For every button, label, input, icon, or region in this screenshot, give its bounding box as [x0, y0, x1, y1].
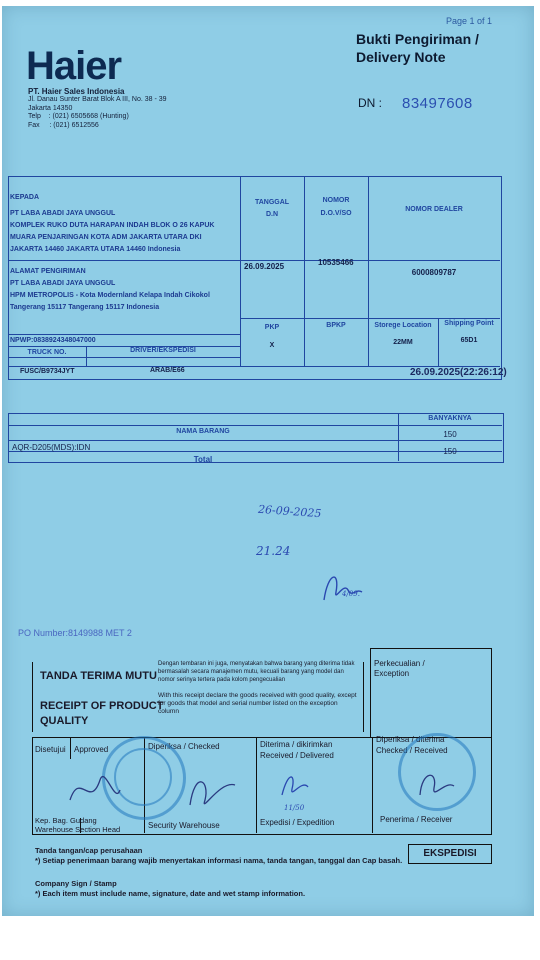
pkp-value: X: [269, 342, 275, 349]
document-title-id: Bukti Pengiriman /: [356, 31, 479, 47]
kepada-line-2: KOMPLEK RUKO DUTA HARAPAN INDAH BLOK O 26 KAPUK: [10, 222, 215, 229]
exception-label-en: Exception: [374, 669, 410, 678]
nama-barang-header: NAMA BARANG: [176, 428, 230, 435]
received-label-en: Checked / Received: [376, 746, 448, 755]
exception-label-id: Perkecualian /: [374, 659, 425, 668]
haier-logo: Haier: [26, 44, 122, 88]
truck-value: FUSC/B9734JYT: [20, 368, 75, 375]
expedition-signature: [276, 765, 316, 805]
tanggal-value: 26.09.2025: [244, 262, 285, 271]
checked-label: Diperiksa / Checked: [148, 742, 220, 751]
kepada-line-3: MUARA PENJARINGAN KOTA ADM JAKARTA UTARA DKI: [10, 234, 202, 241]
tanggal-sub: D.N: [265, 211, 279, 218]
dealer-value: 6000809787: [411, 268, 457, 277]
total-label: Total: [193, 455, 213, 464]
ekspedisi-box: EKSPEDISI: [408, 844, 492, 864]
receipt-title-en-2: QUALITY: [40, 715, 89, 727]
pkp-header: PKP: [264, 324, 280, 331]
note-1-text: *) Setiap penerimaan barang wajib menyertakan informasi nama, tanda tangan, tanggal dan Cap basah.: [35, 856, 403, 865]
receipt-title-en-1: RECEIPT OF PRODUCT: [40, 700, 164, 712]
alamat-line-2: HPM METROPOLIS - Kota Modernland Kelapa Indah Cikokol: [10, 292, 210, 299]
po-number: PO Number:8149988 MET 2: [18, 628, 132, 638]
alamat-label: ALAMAT PENGIRIMAN: [10, 268, 86, 275]
warehouse-head-en: Warehouse Section Head: [35, 825, 121, 834]
expedition-scribble-note: 11/50: [284, 804, 305, 812]
kepada-line-1: PT LABA ABADI JAYA UNGGUL: [10, 210, 116, 217]
nomor-value: 10535466: [318, 258, 354, 267]
note-2-text: *) Each item must include name, signature, date and wet stamp information.: [35, 889, 306, 898]
divider: [8, 260, 500, 261]
signatures-scribble: [60, 760, 260, 820]
handwritten-date: 26-09-2025: [257, 502, 322, 521]
document-title: [356, 30, 479, 66]
divider: [8, 440, 502, 441]
nomor-sub: D.O.V/SO: [320, 210, 352, 217]
received-label-id: Diperiksa / diterima: [376, 735, 445, 744]
receipt-title-id: TANDA TERIMA MUTU: [40, 670, 157, 682]
divider: [240, 318, 500, 319]
kepada-line-4: JAKARTA 14460 JAKARTA UTARA 14460 Indonesia: [10, 246, 181, 253]
shipping-value: 65D1: [460, 337, 478, 344]
divider: [8, 334, 240, 335]
divider: [304, 176, 305, 366]
receiver-label: Penerima / Receiver: [380, 815, 453, 824]
print-timestamp: 26.09.2025(22:26:12): [410, 367, 507, 378]
handwritten-signature: [318, 562, 368, 612]
driver-header: DRIVER/EKSPEDISI: [130, 347, 196, 354]
alamat-line-1: PT LABA ABADI JAYA UNGGUL: [10, 280, 116, 287]
total-value: 150: [443, 447, 457, 456]
npwp: NPWP:0838924348047000: [10, 337, 96, 344]
storage-header: Storege Location: [374, 322, 432, 329]
bpkp-header: BPKP: [326, 322, 346, 329]
delivered-label-en: Received / Delivered: [260, 751, 334, 760]
security-warehouse-label: Security Warehouse: [148, 821, 220, 830]
storage-value: 22MM: [393, 339, 413, 346]
approved-label-en: Approved: [74, 745, 109, 754]
page-indicator: Page 1 of 1: [446, 16, 493, 26]
alamat-line-3: Tangerang 15117 Tangerang 15117 Indonesia: [10, 304, 160, 311]
divider: [8, 425, 502, 426]
item-name: AQR-D205(MDS):IDN: [12, 443, 91, 452]
note-2-title: Company Sign / Stamp: [35, 879, 117, 888]
banyaknya-header: BANYAKNYA: [428, 415, 472, 422]
divider: [8, 357, 240, 358]
approved-label-id: Disetujui: [35, 745, 66, 754]
receipt-text-id: Dengan tembaran ini juga, menyatakan bahwa barang yang diterima tidak bermasalah secara manajemen mutu, kecuali barang yang model dan nomor serinya tertera pada kolom pengecualian: [158, 661, 355, 683]
nomor-dealer-header: NOMOR DEALER: [405, 206, 463, 213]
driver-value: ARAB/E66: [150, 367, 185, 374]
divider: [372, 737, 373, 833]
nomor-header: NOMOR: [322, 197, 350, 204]
delivered-label-id: Diterima / dikirimkan: [260, 740, 333, 749]
divider: [70, 737, 71, 759]
note-1-title: Tanda tangan/cap perusahaan: [35, 846, 143, 855]
expedition-label: Expedisi / Expedition: [260, 818, 335, 827]
warehouse-head-id: Kep. Bag. Gudang: [35, 816, 97, 825]
dn-label: DN :: [358, 96, 382, 110]
company-address: Jl. Danau Sunter Barat Blok A III, No. 38 - 39 Jakarta 14350 Telp : (021) 6505668 (Hunting) Fax : (021) 6512556: [28, 96, 167, 129]
truck-no-header: TRUCK NO.: [27, 349, 67, 356]
handwritten-note: 4/09.: [342, 590, 360, 598]
item-qty: 150: [443, 430, 457, 439]
tanggal-header: TANGGAL: [254, 199, 290, 206]
kepada-label: KEPADA: [10, 194, 40, 201]
company-name: PT. Haier Sales Indonesia: [28, 87, 125, 96]
handwritten-time: 21.24: [256, 544, 291, 558]
shipping-header: Shipping Point: [444, 320, 494, 327]
receipt-text-en: With this receipt declare the goods received with good quality, except for goods that model and serial number listed on the exception column: [158, 692, 357, 715]
document-title-en: Delivery Note: [356, 49, 446, 65]
receiver-signature: [412, 760, 462, 810]
dn-number: 83497608: [402, 95, 473, 112]
